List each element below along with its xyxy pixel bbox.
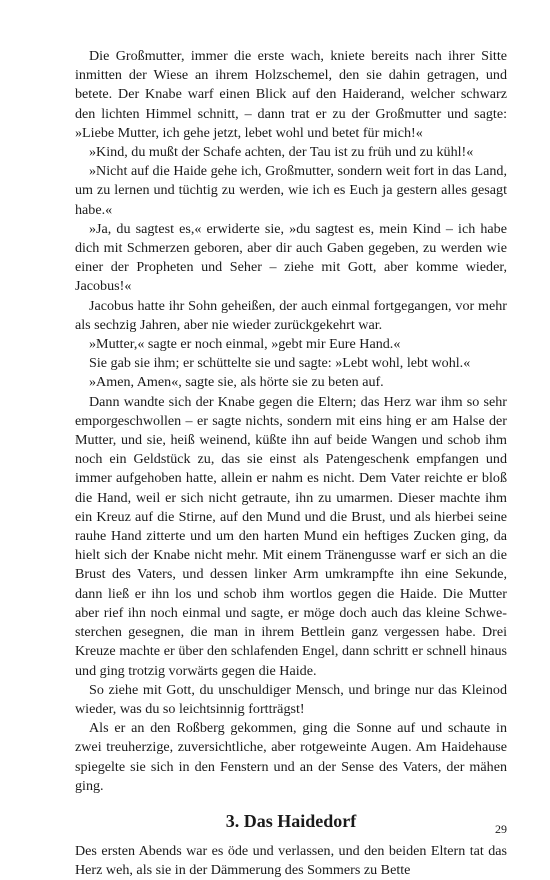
paragraph-7: Sie gab sie ihm; er schüttelte sie und sagte: »Lebt wohl, lebt wohl.« <box>89 355 471 372</box>
paragraph-4: »Ja, du sagtest es,« erwiderte sie, »du sagtest es, mein Kind – ich habe dich mit Schmerzen geboren, aber dir auch Gaben gegeben, zu werden wie einer der Propheten und Seher – ziehe mit Gott, aber komme wieder, Jacobus!« <box>75 220 507 295</box>
paragraph-9: Dann wandte sich der Knabe gegen die Eltern; das Herz war ihm so sehr emporgeschwollen – er sagte nichts, sondern mit eins hing er am Halse der Mutter, und sie, heiß weinend, küßte ihn auf beide Wangen und schob ihm noch ein Geldstück zu, das sie einst als Patengeschenk empfangen und immer aufgehoben hatte, allein er nahm es nicht. Dem Vater reichte er bloß die Hand, weil er sich nicht getraute, ihn zu umarmen. Dieser machte ihm ein Kreuz auf die Stirne, auf den Mund und die Brust, und als hierbei seine rauhe Hand zitterte und um den harten Mund ein heftiges Zucken ging, da hielt sich der Knabe nicht mehr. Mit einem Tränengusse warf er sich an die Brust des Vaters, und dessen linker Arm umkrampfte ihn eine Sekunde, dann ließ er ihn los und schob ihm wortlos gegen die Haide. Die Mutter aber rief ihn noch einmal und sagte, er möge doch auch das kleine Schwesterchen gesegnen, die man in ihrem Bettlein ganz vergessen habe. Drei Kreuze machte er über den schlafenden Engel, dann schritt er schnell hinaus und ging trotzig vorwärts gegen die Haide. <box>75 393 507 679</box>
chapter-heading: 3. Das Haidedorf <box>225 810 357 831</box>
paragraph-2: »Kind, du mußt der Schafe achten, der Tau ist zu früh und zu kühl!« <box>89 144 474 161</box>
paragraph-11: Als er an den Roßberg gekommen, ging die Sonne auf und schaute in zwei treuherzige, zuversichtliche, aber rotgeweinte Augen. Am Haidehause spiegelte sie sich in den Fenstern und an der Sense des Vaters, der mähen ging. <box>75 720 507 794</box>
paragraph-6: »Mutter,« sagte er noch einmal, »gebt mir Eure Hand.« <box>89 336 401 353</box>
paragraph-10: So ziehe mit Gott, du unschuldiger Mensch, und bringe nur das Kleinod wieder, was du so leichtsinnig fortträgst! <box>75 681 507 717</box>
paragraph-after-heading: Des ersten Abends war es öde und verlassen, und den beiden Eltern tat das Herz weh, als sie in der Dämmerung des Sommers zu Bette <box>75 842 507 879</box>
paragraph-5: Jacobus hatte ihr Sohn geheißen, der auch einmal fortgegangen, vor mehr als sechzig Jahren, aber nie wieder zurückgekehrt war. <box>75 297 507 333</box>
text-block <box>75 47 507 880</box>
page-number: 29 <box>495 822 507 836</box>
paragraph-8: »Amen, Amen«, sagte sie, als hörte sie zu beten auf. <box>89 374 384 391</box>
paragraph-3: »Nicht auf die Haide gehe ich, Großmutter, sondern weit fort in das Land, um zu lernen und tüchtig zu werden, wie ich es Euch ja gestern alles gesagt habe.« <box>75 163 507 218</box>
paragraph-1: Die Großmutter, immer die erste wach, kniete bereits nach ihrer Sitte inmitten der Wiese an ihrem Holzschemel, den sie dahin getragen, und betete. Der Knabe warf einen Blick auf den Haiderand, welcher schwarz den lichten Himmel schnitt, – dann trat er zu der Großmutter und sagte: »Liebe Mutter, ich gehe jetzt, lebet wohl und betet für mich!« <box>75 48 507 141</box>
